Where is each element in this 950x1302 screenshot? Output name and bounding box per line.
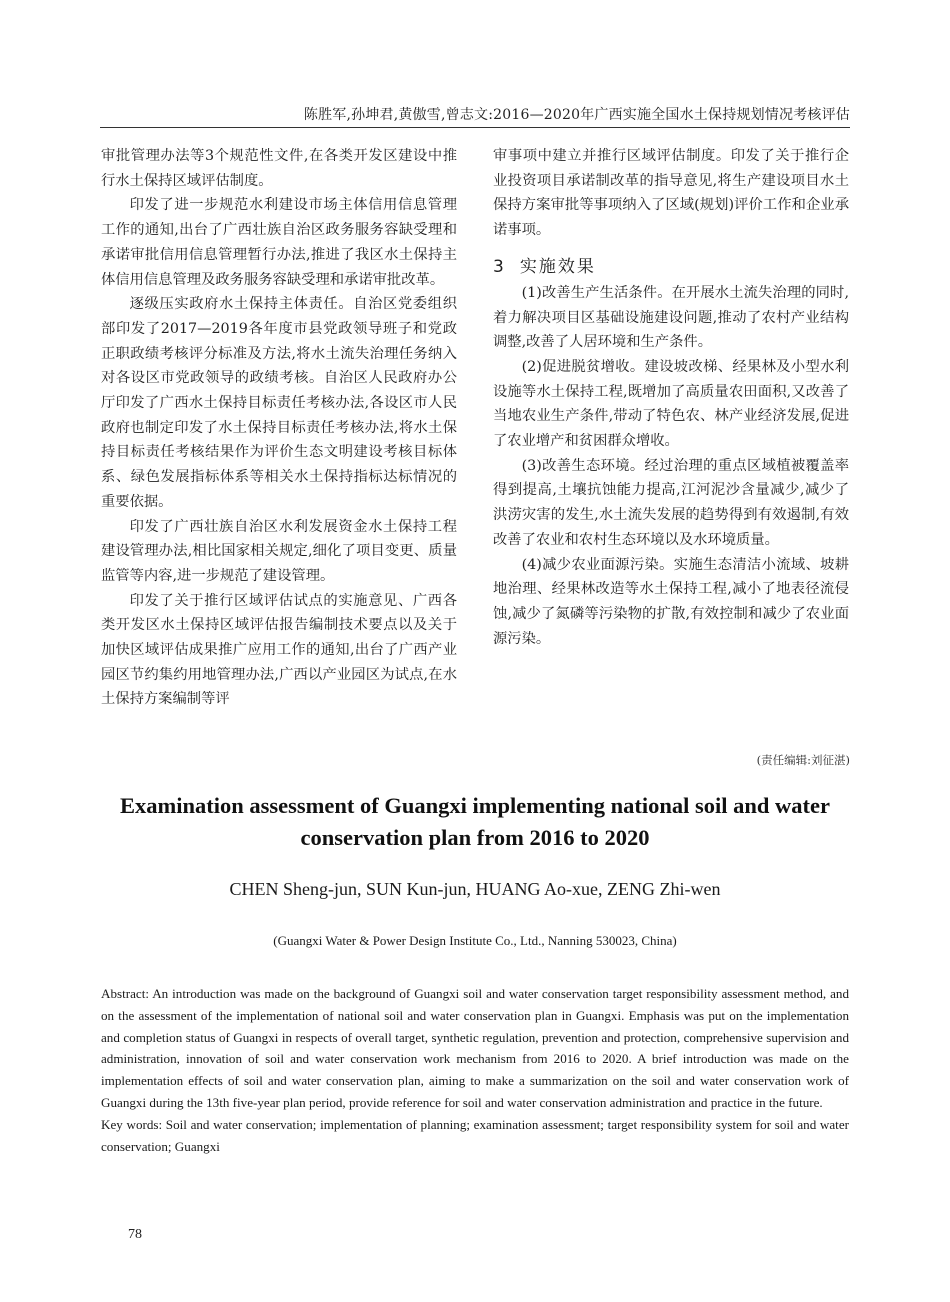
section-heading <box>493 253 849 281</box>
english-keywords: Key words: Soil and water conservation; implementation of planning; examination assessment; target responsibility system for soil and water conservation; Guangxi <box>101 1116 849 1154</box>
editor-credit: (责任编辑:刘征湛) <box>756 753 850 767</box>
page-number: 78 <box>128 1227 142 1242</box>
effect-paragraph-3: (3)改善生态环境。经过治理的重点区域植被覆盖率得到提高,土壤抗蚀能力提高,江河泥沙含量减少,减少了洪涝灾害的发生,水土流失发展的趋势得到有效遏制,有效改善了农业和农村生态环境以及水环境质量。 <box>493 457 849 548</box>
english-affiliation: (Guangxi Water & Power Design Institute Co., Ltd., Nanning 530023, China) <box>273 933 677 948</box>
left-paragraph-1: 审批管理办法等3个规范性文件,在各类开发区建设中推行水土保持区域评估制度。 <box>101 148 457 189</box>
effect-paragraph-2: (2)促进脱贫增收。建设坡改梯、经果林及小型水利设施等水土保持工程,既增加了高质量农田面积,又改善了当地农业生产条件,带动了特色农、林产业经济发展,促进了农业增产和贫困群众增收。 <box>493 358 849 450</box>
english-title: Examination assessment of Guangxi implementing national soil and water conservation plan from 2016 to 2020 <box>119 793 831 850</box>
english-authors: CHEN Sheng-jun, SUN Kun-jun, HUANG Ao-xue, ZENG Zhi-wen <box>229 879 721 899</box>
section-number: 3 <box>493 256 506 277</box>
left-column <box>101 144 457 712</box>
right-column <box>493 144 849 651</box>
english-abstract: Abstract: An introduction was made on the background of Guangxi soil and water conservation target responsibility assessment method, and on the assessment of the implementation of national soil and water conservation plan in Guangxi. Emphasis was put on the implementation and completion status of Guangxi in respects of overall target, synthetic regulation, prevention and protection, comprehensive supervision and administration, innovation of soil and water conservation work mechanism from 2016 to 2020. A brief introduction was made on the implementation effects of soil and water conservation plan, aiming to make a summarization on the soil and water conservation work of Guangxi during the 13th five-year plan period, provide reference for soil and water conservation administration and practice in the future. <box>101 986 849 1110</box>
effect-paragraph-1: (1)改善生产生活条件。在开展水土流失治理的同时,着力解决项目区基础设施建设问题,推动了农村产业结构调整,改善了人居环境和生产条件。 <box>493 284 849 351</box>
left-paragraph-5: 印发了关于推行区域评估试点的实施意见、广西各类开发区水土保持区域评估报告编制技术要点以及关于加快区域评估成果推广应用工作的通知,出台了广西产业园区节约集约用地管理办法,广西以产业园区为试点,在水土保持方案编制等评 <box>101 592 457 708</box>
left-paragraph-3: 逐级压实政府水土保持主体责任。自治区党委组织部印发了2017—2019各年度市县党政领导班子和党政正职政绩考核评分标准及方法,将水土流失治理任务纳入对各设区市党政领导的政绩考核。自治区人民政府办公厅印发了广西水土保持目标责任考核办法,各设区市人民政府也制定印发了水土保持目标责任考核办法,将水土保持目标责任考核结果作为评价生态文明建设考核目标体系、绿色发展指标体系等相关水土保持指标达标情况的重要依据。 <box>101 296 457 510</box>
right-continuation-paragraph: 审事项中建立并推行区域评估制度。印发了关于推行企业投资项目承诺制改革的指导意见,将生产建设项目水土保持方案审批等事项纳入了区域(规划)评价工作和企业承诺事项。 <box>493 148 849 239</box>
running-header: 陈胜军,孙坤君,黄傲雪,曾志文:2016—2020年广西实施全国水土保持规划情况考核评估 <box>303 107 850 123</box>
effect-paragraph-4: (4)减少农业面源污染。实施生态清洁小流域、坡耕地治理、经果林改造等水土保持工程,减小了地表径流侵蚀,减少了氮磷等污染物的扩散,有效控制和减少了农业面源污染。 <box>493 556 849 647</box>
left-paragraph-4: 印发了广西壮族自治区水利发展资金水土保持工程建设管理办法,相比国家相关规定,细化了项目变更、质量监管等内容,进一步规范了建设管理。 <box>101 518 457 584</box>
section-title: 实施效果 <box>519 256 596 277</box>
left-paragraph-2: 印发了进一步规范水利建设市场主体信用信息管理工作的通知,出台了广西壮族自治区政务服务容缺受理和承诺审批信用信息管理暂行办法,推进了我区水土保持主体信用信息管理及政务服务容缺受理和承诺审批改革。 <box>101 197 457 288</box>
header-rule <box>100 127 850 128</box>
english-abstract-block <box>101 983 849 1157</box>
